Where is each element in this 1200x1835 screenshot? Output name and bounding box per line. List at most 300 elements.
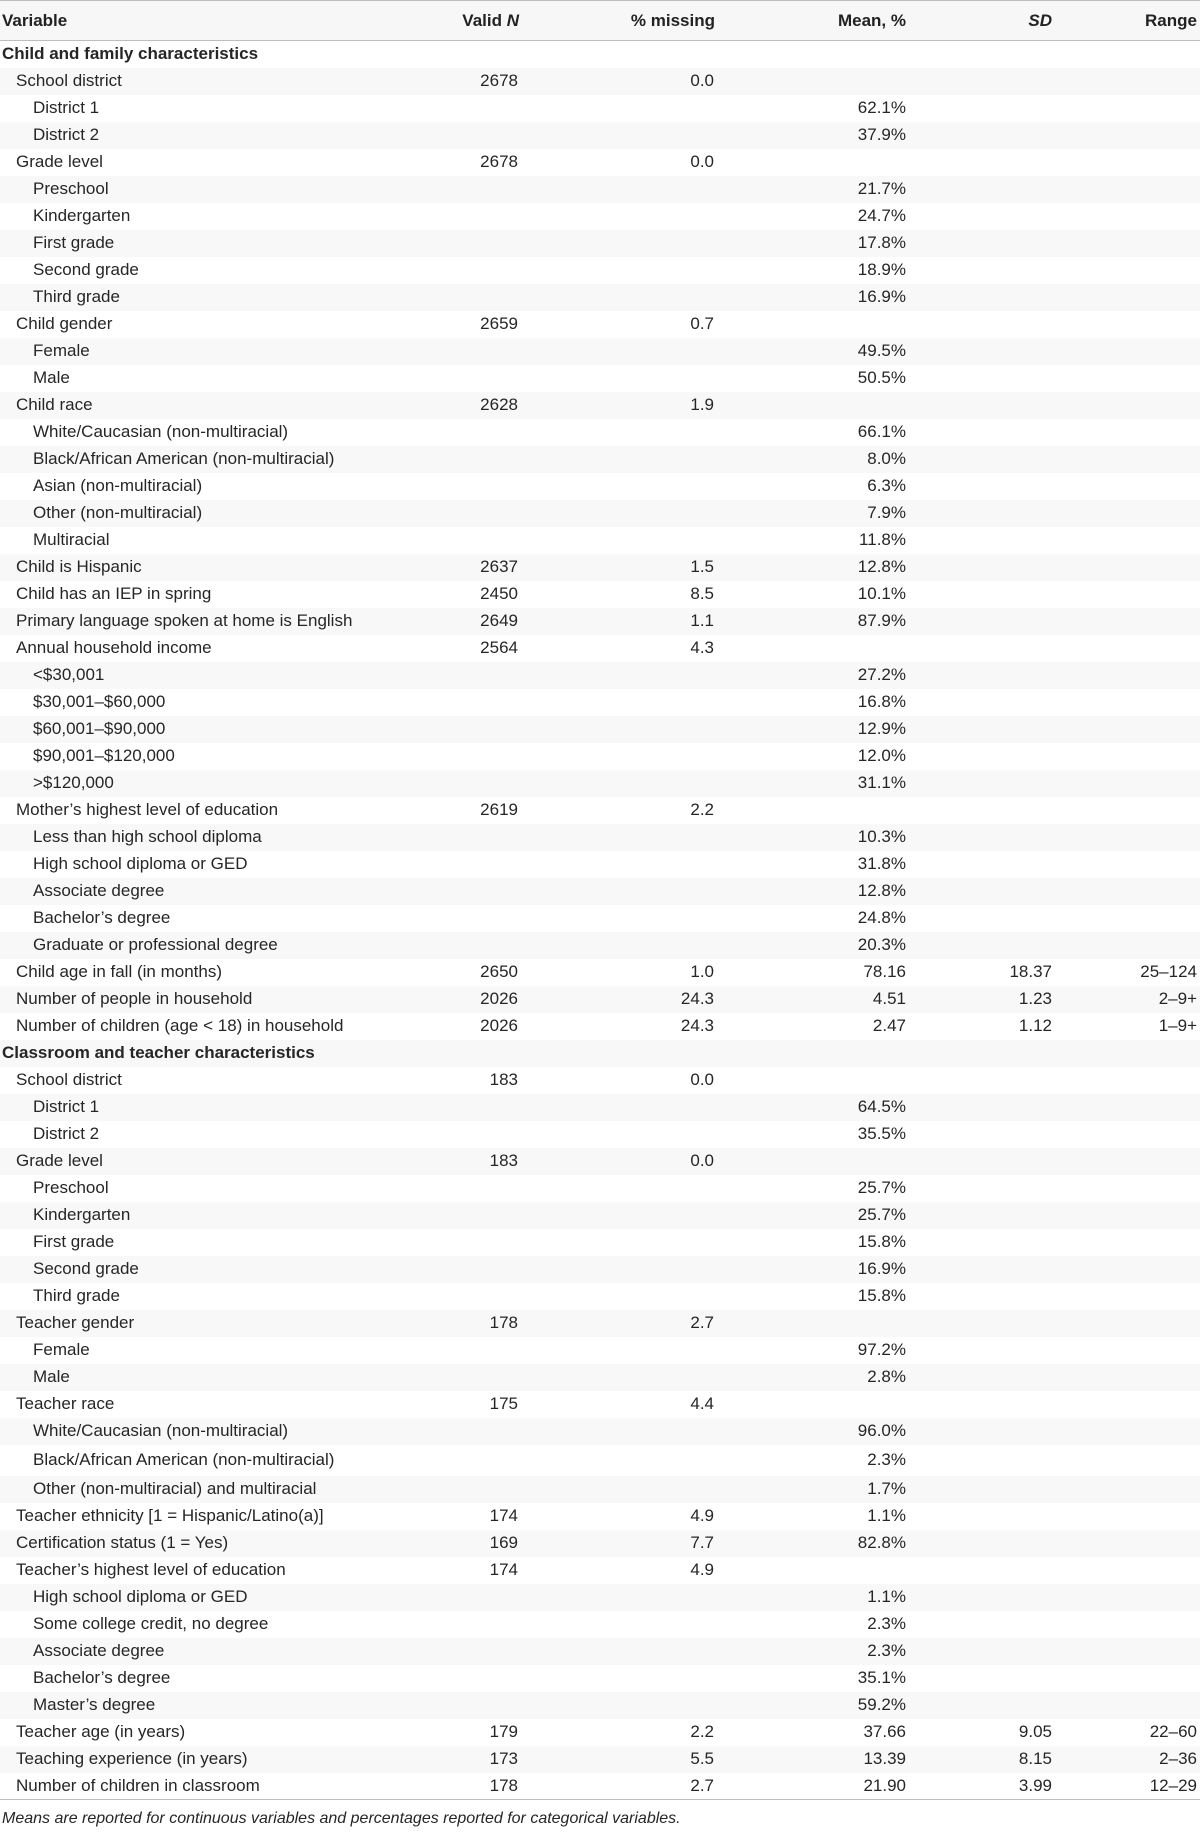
variable-cell: Black/African American (non-multiracial): [33, 449, 335, 468]
mean-cell: 87.9%: [857, 611, 906, 630]
table-body: [0, 41, 1200, 1800]
sd-cell: [940, 905, 1100, 932]
variable-cell: Primary language spoken at home is English: [16, 611, 353, 630]
variable-cell: Other (non-multiracial) and multiracial: [33, 1479, 317, 1498]
range-cell: 25–124: [1140, 962, 1197, 981]
missing-cell: [590, 446, 750, 473]
valid-n-cell: [430, 419, 590, 446]
missing-cell: [590, 419, 750, 446]
valid-n-cell: 2450: [480, 584, 518, 603]
table-row: [0, 770, 1200, 797]
mean-cell: 27.2%: [857, 665, 906, 684]
missing-cell: [590, 932, 750, 959]
range-cell: [1100, 1476, 1200, 1503]
valid-n-cell: 2637: [480, 557, 518, 576]
mean-cell: [750, 797, 940, 824]
variable-cell: Child is Hispanic: [16, 557, 142, 576]
valid-n-cell: [430, 1364, 590, 1391]
mean-cell: [750, 68, 940, 95]
header-missing: % missing: [590, 1, 750, 41]
valid-n-cell: [430, 1418, 590, 1445]
valid-n-cell: 178: [430, 1773, 590, 1800]
range-cell: 2–9+: [1158, 989, 1197, 1008]
sd-cell: [940, 1040, 1100, 1067]
missing-cell: [590, 662, 750, 689]
range-cell: [1100, 1337, 1200, 1364]
valid-n-cell: [430, 1040, 590, 1067]
table-row: [0, 230, 1200, 257]
sd-cell: [940, 1256, 1100, 1283]
valid-n-cell: [430, 338, 590, 365]
variable-cell: High school diploma or GED: [33, 854, 248, 873]
table-row: [0, 176, 1200, 203]
table-row: [0, 1283, 1200, 1310]
table-row: [0, 1310, 1200, 1337]
table-row: [0, 662, 1200, 689]
range-cell: [1100, 1638, 1200, 1665]
table-row: [0, 743, 1200, 770]
missing-cell: 1.5: [690, 557, 714, 576]
range-cell: [1100, 1391, 1200, 1418]
valid-n-cell: [430, 1229, 590, 1256]
table-row: [0, 959, 1200, 986]
range-cell: [1100, 338, 1200, 365]
mean-cell: 15.8%: [857, 1286, 906, 1305]
valid-n-cell: [430, 824, 590, 851]
range-cell: 2–36: [1159, 1749, 1197, 1768]
table-row: [0, 284, 1200, 311]
table-row: [0, 1476, 1200, 1503]
mean-cell: 59.2%: [857, 1695, 906, 1714]
missing-cell: [590, 905, 750, 932]
missing-cell: [590, 257, 750, 284]
range-cell: [1100, 1175, 1200, 1202]
range-cell: [1100, 41, 1200, 68]
sd-cell: [940, 95, 1100, 122]
valid-n-cell: [430, 473, 590, 500]
sd-cell: [940, 581, 1100, 608]
sd-cell: [940, 1310, 1100, 1337]
mean-cell: 25.7%: [857, 1205, 906, 1224]
table-row: [0, 851, 1200, 878]
valid-n-cell: [430, 1121, 590, 1148]
missing-cell: 4.9: [690, 1560, 714, 1579]
table-row: [0, 1503, 1200, 1530]
range-cell: [1100, 203, 1200, 230]
table-row: [0, 1148, 1200, 1175]
sd-cell: [940, 1067, 1100, 1094]
mean-cell: 1.1%: [867, 1587, 906, 1606]
variable-cell: White/Caucasian (non-multiracial): [33, 1421, 289, 1440]
sd-cell: [940, 689, 1100, 716]
mean-cell: 82.8%: [857, 1533, 906, 1552]
range-cell: [1100, 311, 1200, 338]
mean-cell: 15.8%: [857, 1232, 906, 1251]
range-cell: [1100, 68, 1200, 95]
table-row: [0, 1638, 1200, 1665]
missing-cell: [590, 122, 750, 149]
mean-cell: [750, 1557, 940, 1584]
range-cell: [1100, 554, 1200, 581]
variable-cell: Child age in fall (in months): [16, 962, 222, 981]
table-row: [0, 122, 1200, 149]
sd-cell: [940, 122, 1100, 149]
mean-cell: 10.3%: [857, 827, 906, 846]
range-cell: [1100, 1040, 1200, 1067]
sd-cell: 3.99: [940, 1773, 1100, 1800]
missing-cell: [590, 1283, 750, 1310]
missing-cell: [590, 1611, 750, 1638]
variable-cell: School district: [16, 71, 122, 90]
valid-n-cell: [430, 1584, 590, 1611]
mean-cell: [750, 392, 940, 419]
missing-cell: 2.2: [690, 800, 714, 819]
mean-cell: 6.3%: [867, 476, 906, 495]
mean-cell: 66.1%: [857, 422, 906, 441]
missing-cell: [590, 1638, 750, 1665]
mean-cell: 2.3%: [867, 1450, 906, 1469]
table-row: [0, 1337, 1200, 1364]
sd-cell: [940, 149, 1100, 176]
variable-cell: Grade level: [16, 1151, 103, 1170]
table-row: [0, 635, 1200, 662]
missing-cell: [590, 689, 750, 716]
valid-n-cell: [430, 1337, 590, 1364]
table-row: [0, 1530, 1200, 1557]
variable-cell: Associate degree: [33, 1641, 165, 1660]
mean-cell: 37.66: [863, 1722, 906, 1741]
table-row: [0, 689, 1200, 716]
sd-cell: [940, 1202, 1100, 1229]
mean-cell: 35.1%: [857, 1668, 906, 1687]
mean-cell: 97.2%: [857, 1340, 906, 1359]
table-row: [0, 1229, 1200, 1256]
mean-cell: [750, 1310, 940, 1337]
valid-n-cell: [430, 1611, 590, 1638]
valid-n-cell: [430, 1665, 590, 1692]
table-row: [0, 1013, 1200, 1040]
variable-cell: Multiracial: [33, 530, 110, 549]
sd-cell: [940, 500, 1100, 527]
mean-cell: 78.16: [863, 962, 906, 981]
missing-cell: [590, 824, 750, 851]
variable-cell: Classroom and teacher characteristics: [2, 1043, 315, 1062]
table-row: [0, 203, 1200, 230]
table-row: [0, 95, 1200, 122]
missing-cell: [590, 1175, 750, 1202]
mean-cell: 1.7%: [867, 1479, 906, 1498]
valid-n-cell: 2026: [480, 989, 518, 1008]
table-row: [0, 392, 1200, 419]
missing-cell: [590, 41, 750, 68]
mean-cell: 25.7%: [857, 1178, 906, 1197]
missing-cell: [590, 1665, 750, 1692]
table-row: [0, 1611, 1200, 1638]
mean-cell: 20.3%: [857, 935, 906, 954]
missing-cell: 2.7: [590, 1773, 750, 1800]
variable-cell: Preschool: [33, 1178, 109, 1197]
table-row: [0, 1746, 1200, 1773]
variable-cell: Grade level: [16, 152, 103, 171]
range-cell: [1100, 743, 1200, 770]
sd-cell: [940, 1229, 1100, 1256]
mean-cell: 2.3%: [867, 1641, 906, 1660]
range-cell: [1100, 581, 1200, 608]
mean-cell: 49.5%: [857, 341, 906, 360]
variable-cell: Third grade: [33, 287, 120, 306]
range-cell: [1100, 1665, 1200, 1692]
missing-cell: [590, 1094, 750, 1121]
sd-cell: [940, 716, 1100, 743]
variable-cell: Third grade: [33, 1286, 120, 1305]
mean-cell: 64.5%: [857, 1097, 906, 1116]
valid-n-cell: [430, 1202, 590, 1229]
table-row: [0, 338, 1200, 365]
missing-cell: 0.0: [690, 1070, 714, 1089]
range-cell: [1100, 1202, 1200, 1229]
sd-cell: [940, 1476, 1100, 1503]
valid-n-cell: [430, 500, 590, 527]
table-row: [0, 365, 1200, 392]
sd-cell: [940, 1148, 1100, 1175]
mean-cell: [750, 1148, 940, 1175]
table-row: [0, 1773, 1200, 1800]
mean-cell: [750, 41, 940, 68]
missing-cell: [590, 284, 750, 311]
table-row: [0, 1121, 1200, 1148]
variable-cell: Child gender: [16, 314, 113, 333]
missing-cell: 24.3: [680, 989, 714, 1008]
missing-cell: [590, 203, 750, 230]
sd-cell: [940, 743, 1100, 770]
valid-n-cell: [430, 1638, 590, 1665]
valid-n-cell: 173: [489, 1749, 518, 1768]
table-row: [0, 1418, 1200, 1445]
valid-n-cell: [430, 716, 590, 743]
valid-n-cell: 174: [489, 1506, 518, 1525]
valid-n-cell: 2628: [480, 395, 518, 414]
table-row: [0, 932, 1200, 959]
sd-cell: 1.12: [1018, 1016, 1052, 1035]
range-cell: [1100, 635, 1200, 662]
header-sd: SD: [940, 1, 1100, 41]
sd-cell: [940, 473, 1100, 500]
sd-cell: [940, 446, 1100, 473]
range-cell: [1100, 689, 1200, 716]
mean-cell: 31.1%: [857, 773, 906, 792]
mean-cell: 4.51: [872, 989, 906, 1008]
missing-cell: [590, 1229, 750, 1256]
variable-cell: Master’s degree: [33, 1695, 156, 1714]
valid-n-cell: 183: [489, 1151, 518, 1170]
mean-cell: [750, 1040, 940, 1067]
variable-cell: Preschool: [33, 179, 109, 198]
mean-cell: 21.90: [750, 1773, 940, 1800]
missing-cell: 4.3: [690, 638, 714, 657]
header-valid-n-prefix: Valid: [462, 10, 507, 30]
missing-cell: [590, 1364, 750, 1391]
range-cell: [1100, 932, 1200, 959]
mean-cell: 16.9%: [857, 287, 906, 306]
table-row: [0, 1067, 1200, 1094]
header-valid-n-italic: N: [506, 10, 519, 30]
valid-n-cell: [430, 932, 590, 959]
mean-cell: 31.8%: [857, 854, 906, 873]
range-cell: [1100, 95, 1200, 122]
missing-cell: [590, 716, 750, 743]
missing-cell: 2.2: [690, 1722, 714, 1741]
sd-cell: 1.23: [1018, 989, 1052, 1008]
range-cell: [1100, 1256, 1200, 1283]
missing-cell: 1.9: [690, 395, 714, 414]
variable-cell: >$120,000: [33, 773, 114, 792]
valid-n-cell: 2678: [480, 152, 518, 171]
valid-n-cell: [430, 230, 590, 257]
table-row: [0, 905, 1200, 932]
mean-cell: 16.8%: [857, 692, 906, 711]
sd-cell: [940, 419, 1100, 446]
sd-cell: [940, 932, 1100, 959]
variable-cell: Child race: [16, 395, 93, 414]
table-row: [0, 1364, 1200, 1391]
variable-cell: <$30,001: [33, 665, 105, 684]
mean-cell: 8.0%: [867, 449, 906, 468]
sd-cell: [940, 1391, 1100, 1418]
range-cell: [1100, 419, 1200, 446]
variable-cell: White/Caucasian (non-multiracial): [33, 422, 289, 441]
sd-cell: [940, 527, 1100, 554]
range-cell: [1100, 1229, 1200, 1256]
table-row: [0, 1665, 1200, 1692]
mean-cell: 21.7%: [857, 179, 906, 198]
range-cell: [1100, 1310, 1200, 1337]
missing-cell: [590, 1202, 750, 1229]
table-row: [0, 1175, 1200, 1202]
mean-cell: 62.1%: [857, 98, 906, 117]
variable-cell: Some college credit, no degree: [33, 1614, 269, 1633]
variable-cell: District 2: [33, 1124, 100, 1143]
missing-cell: 24.3: [680, 1016, 714, 1035]
valid-n-cell: [430, 1692, 590, 1719]
range-cell: [1100, 770, 1200, 797]
missing-cell: [590, 1476, 750, 1503]
valid-n-cell: 2564: [480, 638, 518, 657]
sd-cell: [940, 1557, 1100, 1584]
valid-n-cell: 2619: [480, 800, 518, 819]
valid-n-cell: [430, 122, 590, 149]
range-cell: [1100, 1283, 1200, 1310]
table-row: [0, 1094, 1200, 1121]
sd-cell: [940, 284, 1100, 311]
range-cell: [1100, 365, 1200, 392]
sd-cell: [940, 68, 1100, 95]
mean-cell: 13.39: [863, 1749, 906, 1768]
header-variable: Variable: [0, 1, 430, 41]
variable-cell: Annual household income: [16, 638, 212, 657]
header-valid-n: [430, 1, 590, 41]
sd-cell: [940, 878, 1100, 905]
mean-cell: [750, 635, 940, 662]
sd-cell: [940, 851, 1100, 878]
missing-cell: [590, 1337, 750, 1364]
missing-cell: 0.0: [690, 71, 714, 90]
missing-cell: [590, 95, 750, 122]
variable-cell: Second grade: [33, 260, 139, 279]
valid-n-cell: 174: [489, 1560, 518, 1579]
range-cell: [1100, 797, 1200, 824]
missing-cell: [590, 878, 750, 905]
mean-cell: [750, 149, 940, 176]
valid-n-cell: [430, 878, 590, 905]
mean-cell: [750, 311, 940, 338]
variable-cell: Teacher race: [16, 1394, 115, 1413]
mean-cell: 1.1%: [867, 1506, 906, 1525]
missing-cell: [590, 1121, 750, 1148]
mean-cell: 18.9%: [857, 260, 906, 279]
missing-cell: [590, 770, 750, 797]
sd-cell: 9.05: [1018, 1722, 1052, 1741]
mean-cell: 96.0%: [857, 1421, 906, 1440]
valid-n-cell: 175: [489, 1394, 518, 1413]
valid-n-cell: [430, 1445, 590, 1476]
valid-n-cell: [430, 1256, 590, 1283]
valid-n-cell: [430, 1094, 590, 1121]
valid-n-cell: [430, 446, 590, 473]
section-header-row: [0, 41, 1200, 68]
table-row: [0, 797, 1200, 824]
sd-cell: [940, 41, 1100, 68]
variable-cell: Female: [33, 1340, 90, 1359]
variable-cell: Less than high school diploma: [33, 827, 262, 846]
variable-cell: Teacher’s highest level of education: [16, 1560, 286, 1579]
sd-cell: [940, 1611, 1100, 1638]
sd-cell: [940, 797, 1100, 824]
sd-cell: [940, 1121, 1100, 1148]
range-cell: [1100, 122, 1200, 149]
missing-cell: [590, 230, 750, 257]
sd-cell: [940, 554, 1100, 581]
missing-cell: [590, 1445, 750, 1476]
sd-cell: [940, 230, 1100, 257]
sd-cell: [940, 392, 1100, 419]
range-cell: [1100, 905, 1200, 932]
range-cell: [1100, 662, 1200, 689]
variable-cell: Black/African American (non-multiracial): [33, 1450, 335, 1469]
sd-cell: [940, 1175, 1100, 1202]
sd-cell: [940, 635, 1100, 662]
range-cell: [1100, 608, 1200, 635]
variable-cell: $60,001–$90,000: [33, 719, 166, 738]
valid-n-cell: [430, 365, 590, 392]
sd-cell: [940, 1665, 1100, 1692]
valid-n-cell: [430, 284, 590, 311]
range-cell: [1100, 1418, 1200, 1445]
sd-cell: [940, 1418, 1100, 1445]
valid-n-cell: 178: [489, 1313, 518, 1332]
table-row: [0, 446, 1200, 473]
sd-cell: [940, 824, 1100, 851]
variable-cell: Bachelor’s degree: [33, 1668, 171, 1687]
mean-cell: 12.9%: [857, 719, 906, 738]
sd-cell: [940, 662, 1100, 689]
table-row: [0, 986, 1200, 1013]
mean-cell: 17.8%: [857, 233, 906, 252]
variable-cell: First grade: [33, 233, 115, 252]
sd-cell: [940, 257, 1100, 284]
variable-cell: Certification status (1 = Yes): [16, 1533, 229, 1552]
sd-cell: [940, 338, 1100, 365]
valid-n-cell: 2678: [480, 71, 518, 90]
